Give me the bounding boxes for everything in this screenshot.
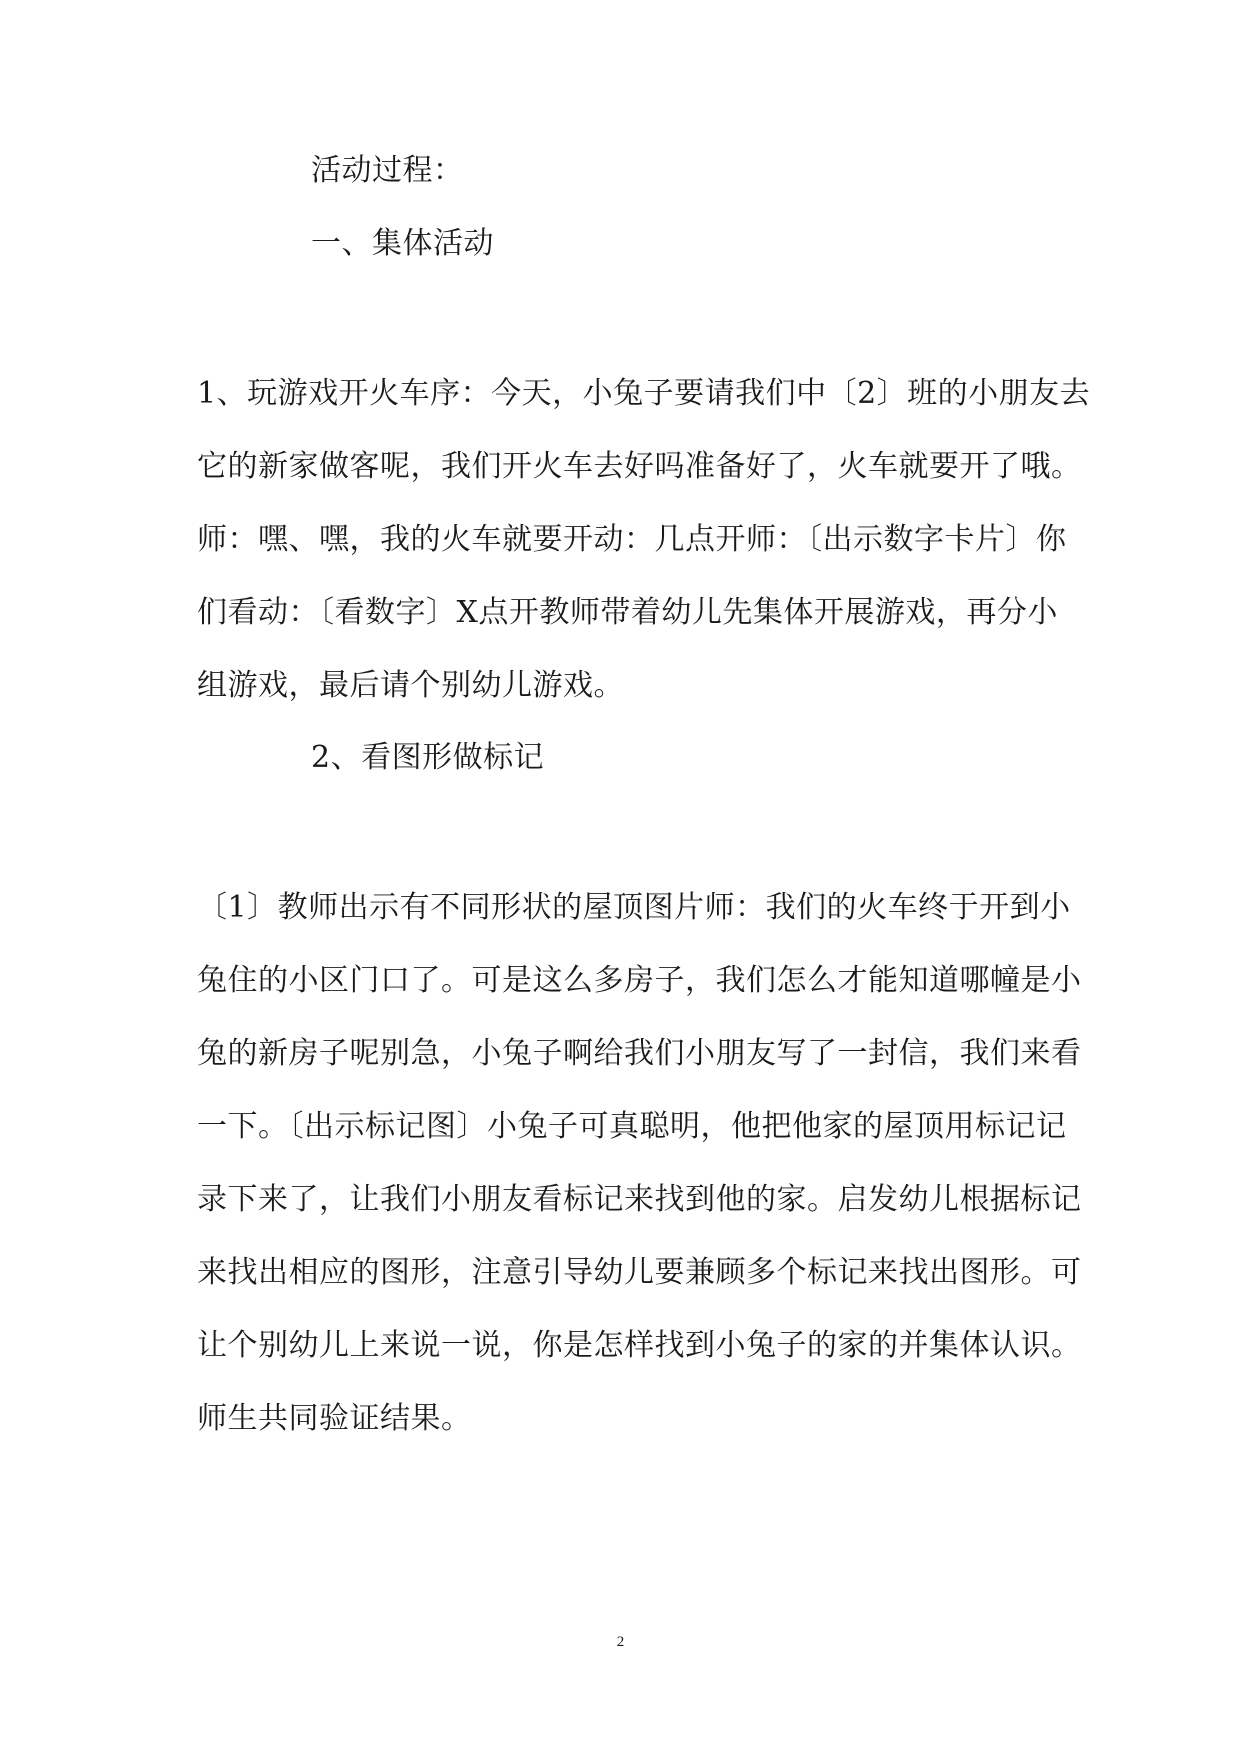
paragraph-line: 〔1〕教师出示有不同形状的屋顶图片师：我们的火车终于开到小 — [197, 890, 1071, 925]
section-title-collective-activity: 一、集体活动 — [311, 226, 494, 261]
heading-process: 活动过程： — [311, 153, 464, 188]
page-number: 2 — [616, 1634, 625, 1650]
paragraph-line: 组游戏，最后请个别幼儿游戏。 — [197, 668, 624, 703]
paragraph-line: 1、玩游戏开火车序：今天，小兔子要请我们中〔2〕班的小朋友去 — [197, 376, 1091, 411]
paragraph-line: 它的新家做客呢，我们开火车去好吗准备好了，火车就要开了哦。 — [197, 449, 1082, 484]
paragraph-line: 一下。〔出示标记图〕小兔子可真聪明，他把他家的屋顶用标记记 — [197, 1109, 1067, 1144]
paragraph-line: 们看动：〔看数字〕X点开教师带着幼儿先集体开展游戏，再分小 — [197, 595, 1058, 630]
paragraph-line: 来找出相应的图形，注意引导幼儿要兼顾多个标记来找出图形。可 — [197, 1255, 1082, 1290]
paragraph-line: 兔住的小区门口了。可是这么多房子，我们怎么才能知道哪幢是小 — [197, 963, 1082, 998]
paragraph-line: 兔的新房子呢别急，小兔子啊给我们小朋友写了一封信，我们来看 — [197, 1036, 1082, 1071]
step-title-shapes: 2、看图形做标记 — [311, 740, 545, 775]
paragraph-line: 录下来了，让我们小朋友看标记来找到他的家。启发幼儿根据标记 — [197, 1182, 1082, 1217]
paragraph-line: 师：嘿、嘿，我的火车就要开动：几点开师：〔出示数字卡片〕你 — [197, 522, 1067, 557]
paragraph-line: 师生共同验证结果。 — [197, 1401, 472, 1436]
paragraph-line: 让个别幼儿上来说一说，你是怎样找到小兔子的家的并集体认识。 — [197, 1328, 1082, 1363]
